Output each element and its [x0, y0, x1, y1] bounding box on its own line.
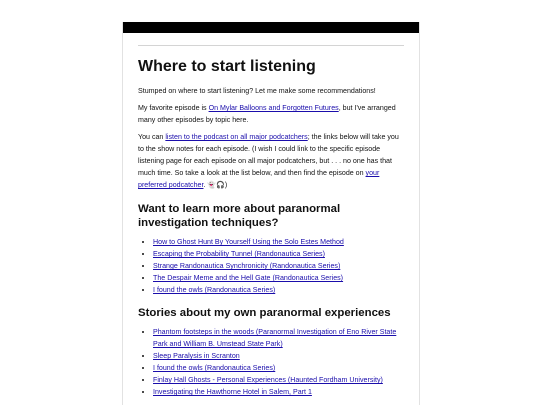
list-item — [153, 374, 404, 386]
divider — [138, 45, 404, 46]
episode-link[interactable]: Finlay Hall Ghosts - Personal Experiences (Haunted Fordham University) — [153, 376, 383, 384]
favorite-episode-link[interactable]: On Mylar Balloons and Forgotten Futures — [208, 104, 339, 112]
favorite-prefix: My favorite episode is — [138, 104, 209, 112]
listen-prefix: You can — [138, 133, 166, 141]
list-item — [153, 326, 404, 350]
episode-link[interactable]: Escaping the Probability Tunnel (Randonautica Series) — [153, 250, 325, 258]
techniques-list — [138, 236, 404, 296]
ghost-headphones-icon: 👻🎧) — [207, 182, 228, 189]
experiences-list — [138, 326, 404, 398]
favorite-suffix: , but I've arranged many other episodes by topic here. — [138, 104, 396, 124]
list-item — [153, 386, 404, 398]
listen-middle: ; the links below will take you to the show notes for each episode. (I wish I could link to the specific episode listening page for each episode on all major podcatchers, but . . . no one has that much time. So take a look at the list below, and then find the episode on — [138, 133, 399, 177]
listen-suffix: . — [203, 181, 208, 189]
episode-link[interactable]: I found the owls (Randonautica Series) — [153, 364, 276, 372]
episode-link[interactable]: I found the owls (Randonautica Series) — [153, 286, 276, 294]
list-item — [153, 350, 404, 362]
list-item — [153, 284, 404, 296]
article-content — [123, 45, 419, 398]
favorite-paragraph — [138, 102, 404, 126]
section-heading-techniques: Want to learn more about paranormal investigation techniques? — [138, 203, 341, 229]
page-title: Where to start listening — [138, 58, 316, 75]
preferred-podcatcher-link[interactable]: your preferred podcatcher — [138, 169, 380, 189]
list-item — [153, 362, 404, 374]
episode-link[interactable]: Investigating the Hawthorne Hotel in Salem, Part 1 — [153, 388, 312, 396]
episode-link[interactable]: Sleep Paralysis in Scranton — [153, 352, 240, 360]
episode-link[interactable]: The Despair Meme and the Hell Gate (Randonautica Series) — [153, 274, 344, 282]
podcatchers-link[interactable]: listen to the podcast on all major podcatchers — [165, 133, 308, 141]
section-heading-experiences: Stories about my own paranormal experiences — [138, 307, 391, 319]
article-page — [122, 22, 420, 405]
list-item — [153, 260, 404, 272]
listen-paragraph — [138, 131, 404, 192]
intro-paragraph: Stumped on where to start listening? Let me make some recommendations! — [138, 87, 376, 95]
top-bar — [123, 22, 419, 33]
episode-link[interactable]: Strange Randonautica Synchronicity (Randonautica Series) — [153, 262, 341, 270]
episode-link[interactable]: Phantom footsteps in the woods (Paranormal Investigation of Eno River State Park and William B. Umstead State Park) — [153, 328, 397, 348]
list-item — [153, 236, 404, 248]
list-item — [153, 248, 404, 260]
list-item — [153, 272, 404, 284]
episode-link[interactable]: How to Ghost Hunt By Yourself Using the Solo Estes Method — [153, 238, 344, 246]
